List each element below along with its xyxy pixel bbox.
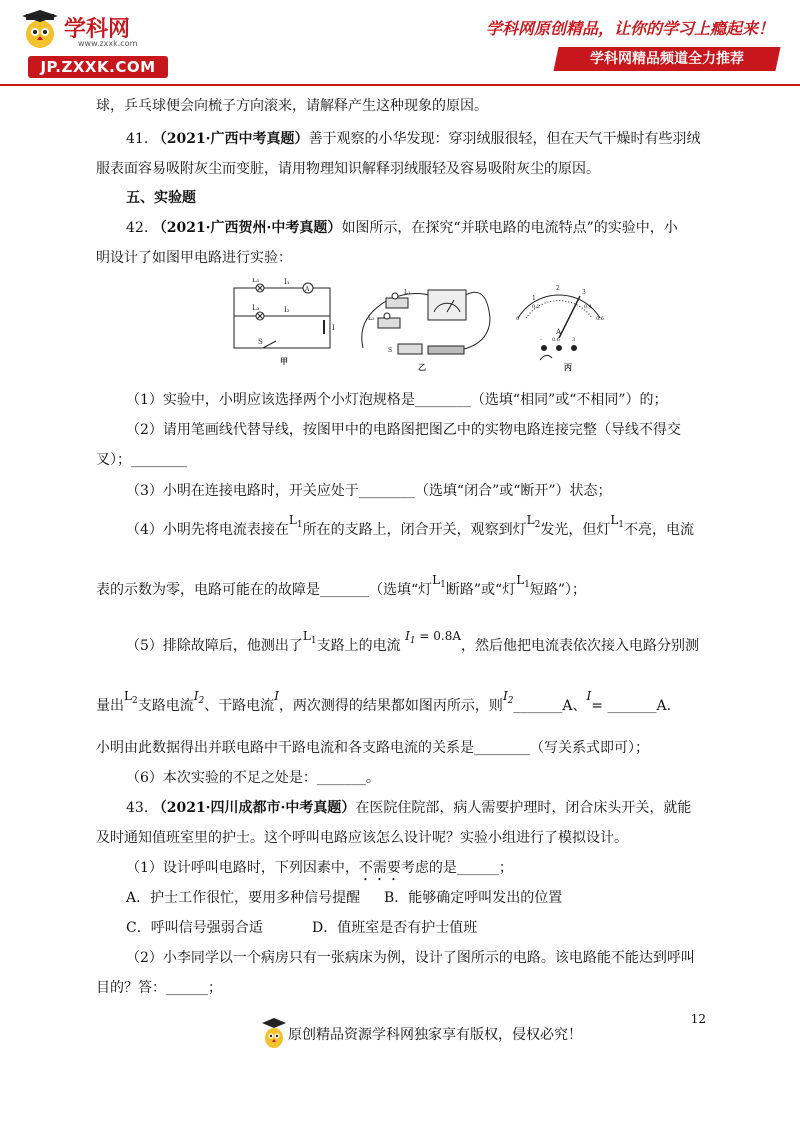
text-span: 表的示数为零，电路可能在的故障是_______（选填“灯 <box>96 582 433 598</box>
text-span: 支路上的电流 <box>316 638 401 654</box>
q43-option-A: A．护士工作很忙，要用多种信号提醒 <box>126 890 361 906</box>
q43-option-C: C．呼叫信号强弱合适 <box>126 920 263 936</box>
q42-part-6: （6）本次实验的不足之处是：_______。 <box>126 770 380 786</box>
subscript: 2 <box>198 696 205 706</box>
subscript: 2 <box>131 696 138 706</box>
question-42-line-2: 明设计了如图甲电路进行实验： <box>96 250 292 266</box>
symbol-L2 <box>124 689 138 706</box>
dial-unit-A: A <box>556 328 562 336</box>
question-number: 42. <box>126 220 149 236</box>
symbol-I2 <box>193 689 205 706</box>
symbol: L <box>124 689 132 703</box>
dial-top-1: 1 <box>532 295 536 302</box>
text-span: （4）小明先将电流表接在 <box>126 522 289 538</box>
label-yi-S: S <box>388 347 393 354</box>
symbol: L <box>610 513 619 527</box>
symbol-L1 <box>302 629 317 646</box>
question-number: 41. <box>126 131 149 147</box>
symbol-L1 <box>432 573 446 590</box>
caption-bing: 丙 <box>564 362 572 372</box>
q43-part-2-line-2: 目的？答：______； <box>96 980 222 996</box>
q42-part-5-line-2 <box>96 689 672 721</box>
subscript: 1 <box>296 520 303 530</box>
question-number: 43. <box>126 800 149 816</box>
question-source: （2021·广西中考真题） <box>152 131 309 147</box>
banner-text: 学科网精品频道全力推荐 <box>590 51 744 67</box>
text-span: 考虑的是______； <box>400 860 513 876</box>
q42-part-4-line-1 <box>126 513 695 545</box>
page-number: 12 <box>690 1012 706 1026</box>
label-S: S <box>258 338 263 346</box>
symbol: L <box>432 573 441 587</box>
terminal-minus: - <box>540 337 542 343</box>
question-43-line-2: 及时通知值班室里的护士。这个呼叫电路应该怎么设计呢？实验小组进行了模拟设计。 <box>96 830 628 846</box>
q42-part-2-line-1: （2）请用笔画线代替导线，按图甲中的电路图把图乙中的实物电路连接完整（导线不得交 <box>126 422 681 438</box>
dial-bottom-06: 0.6 <box>596 316 604 322</box>
brand-name: 学科网 <box>64 17 131 42</box>
symbol: L <box>302 629 311 643</box>
symbol: I <box>405 629 410 643</box>
q42-part-3: （3）小明在连接电路时，开关应处于________（选填“闭合”或“断开”）状态； <box>126 483 612 499</box>
text-span: 、干路电流 <box>204 698 275 714</box>
question-text: 如图所示，在探究“并联电路的电流特点”的实验中，小 <box>341 220 678 236</box>
q42-part-5-line-1 <box>126 629 700 661</box>
symbol-I2 <box>502 689 514 706</box>
subscript: 1 <box>440 580 446 590</box>
q42-part-4-line-2 <box>96 573 587 605</box>
question-source: （2021·广西贺州·中考真题） <box>152 220 342 236</box>
question-43-line-1 <box>126 798 691 818</box>
q42-part-5-line-3: 小明由此数据得出并联电路中干路电流和各支路电流的关系是________（写关系式即可）； <box>96 740 649 756</box>
dial-bottom-02: 0.2 <box>532 304 540 310</box>
text-span: 支路电流 <box>137 698 194 714</box>
terminal-3: 3 <box>572 337 576 343</box>
owl-mascot-icon <box>18 10 64 50</box>
text-span: （5）排除故障后，他测出了 <box>126 638 303 654</box>
question-41-line-1 <box>126 129 701 149</box>
symbol-L1 <box>288 513 303 530</box>
header-banner <box>553 47 780 71</box>
text-line: 球，乒乓球便会向梳子方向滚来，请解释产生这种现象的原因。 <box>96 98 488 114</box>
symbol-L1 <box>610 513 625 530</box>
symbol-I1 <box>405 629 462 646</box>
equation: = 0.8A <box>419 629 462 643</box>
q43-option-B: B．能够确定呼叫发出的位置 <box>384 890 563 906</box>
label-L1: L₁ <box>252 278 260 284</box>
subscript: 2 <box>507 696 514 706</box>
symbol-I: I <box>586 689 592 703</box>
footer-copyright <box>262 1016 592 1052</box>
caption-yi: 乙 <box>418 362 426 372</box>
symbol-I: I <box>274 689 279 703</box>
text-span: 所在的支路上，闭合开关，观察到灯 <box>302 522 527 538</box>
circuit-photo-yi <box>362 290 490 354</box>
label-I1: I₁ <box>284 278 290 286</box>
footer-text: 原创精品资源学科网独家享有版权，侵权必究！ <box>288 1027 582 1043</box>
circuit-schematic-jia <box>234 283 330 348</box>
label-I: I <box>332 324 335 332</box>
section-heading: 五、实验题 <box>126 190 196 206</box>
brand-subtitle: www.zxxk.com <box>78 39 138 48</box>
dial-bottom-04: 0.4 <box>584 304 592 310</box>
label-yi-L1: L₁ <box>404 289 411 296</box>
text-span: 断路”或“灯 <box>445 582 517 598</box>
logo-url[interactable]: JP.ZXXK.COM <box>28 56 168 78</box>
q43-part-1 <box>126 858 513 884</box>
label-I2: I₂ <box>284 306 290 314</box>
q43-part-2-line-1: （2）小李同学以一个病房只有一张病床为例，设计了图所示的电路。该电路能不能达到呼叫 <box>126 950 695 966</box>
subscript: 1 <box>409 636 416 646</box>
label-yi-L2: L₂ <box>368 315 375 322</box>
symbol-L1 <box>516 573 530 590</box>
dial-bottom-0: 0 <box>516 316 520 322</box>
caption-jia: 甲 <box>280 356 288 366</box>
symbol: L <box>288 513 297 527</box>
symbol: I <box>502 689 508 703</box>
subscript: 1 <box>524 580 530 590</box>
terminal-06: 0.6 <box>552 337 560 343</box>
question-text: 在医院住院部，病人需要护理时，闭合床头开关，就能 <box>355 800 692 816</box>
q42-part-2-line-2: 叉）；________ <box>96 452 187 468</box>
site-logo <box>18 10 168 76</box>
label-L2: L₂ <box>252 304 260 312</box>
header-slogan: 学科网原创精品，让你的学习上瘾起来！ <box>485 19 774 38</box>
text-span: _______A、 <box>513 698 587 714</box>
question-text: 善于观察的小华发现：穿羽绒服很轻，但在天气干燥时有些羽绒 <box>308 131 701 147</box>
text-span: （1）设计呼叫电路时，下列因素中， <box>126 860 359 876</box>
symbol-L2 <box>526 513 541 530</box>
text-span: 发光，但灯 <box>540 522 611 538</box>
text-span: 量出 <box>96 698 124 714</box>
text-span: ，两次测得的结果都如图丙所示，则 <box>278 698 503 714</box>
text-span: = _______A. <box>591 698 672 714</box>
question-41-line-2: 服表面容易吸附灰尘而变脏，请用物理知识解释羽绒服轻及容易吸附灰尘的原因。 <box>96 161 600 177</box>
question-source: （2021·四川成都市·中考真题） <box>152 800 356 816</box>
q43-option-D: D．值班室是否有护士值班 <box>312 920 478 936</box>
dial-top-3: 3 <box>582 289 586 296</box>
symbol: L <box>526 513 535 527</box>
symbol: I <box>193 689 199 703</box>
subscript: 1 <box>310 636 317 646</box>
text-span: 不亮，电流 <box>624 522 695 538</box>
question-42-line-1 <box>126 218 678 238</box>
owl-mascot-icon <box>262 1016 286 1050</box>
subscript: 1 <box>618 520 625 530</box>
circuit-figure <box>228 278 628 378</box>
text-span: 短路”）； <box>529 582 587 598</box>
header-divider <box>0 84 800 86</box>
symbol: L <box>516 573 525 587</box>
q42-part-1: （1）实验中，小明应该选择两个小灯泡规格是________（选填“相同”或“不相同”）的； <box>126 392 668 408</box>
subscript: 2 <box>534 520 541 530</box>
emphasis-text: 不需要 <box>358 860 401 876</box>
ammeter-label: A <box>305 286 310 293</box>
dial-top-2: 2 <box>556 285 560 292</box>
text-span: ，然后他把电流表依次接入电路分别测 <box>461 638 700 654</box>
